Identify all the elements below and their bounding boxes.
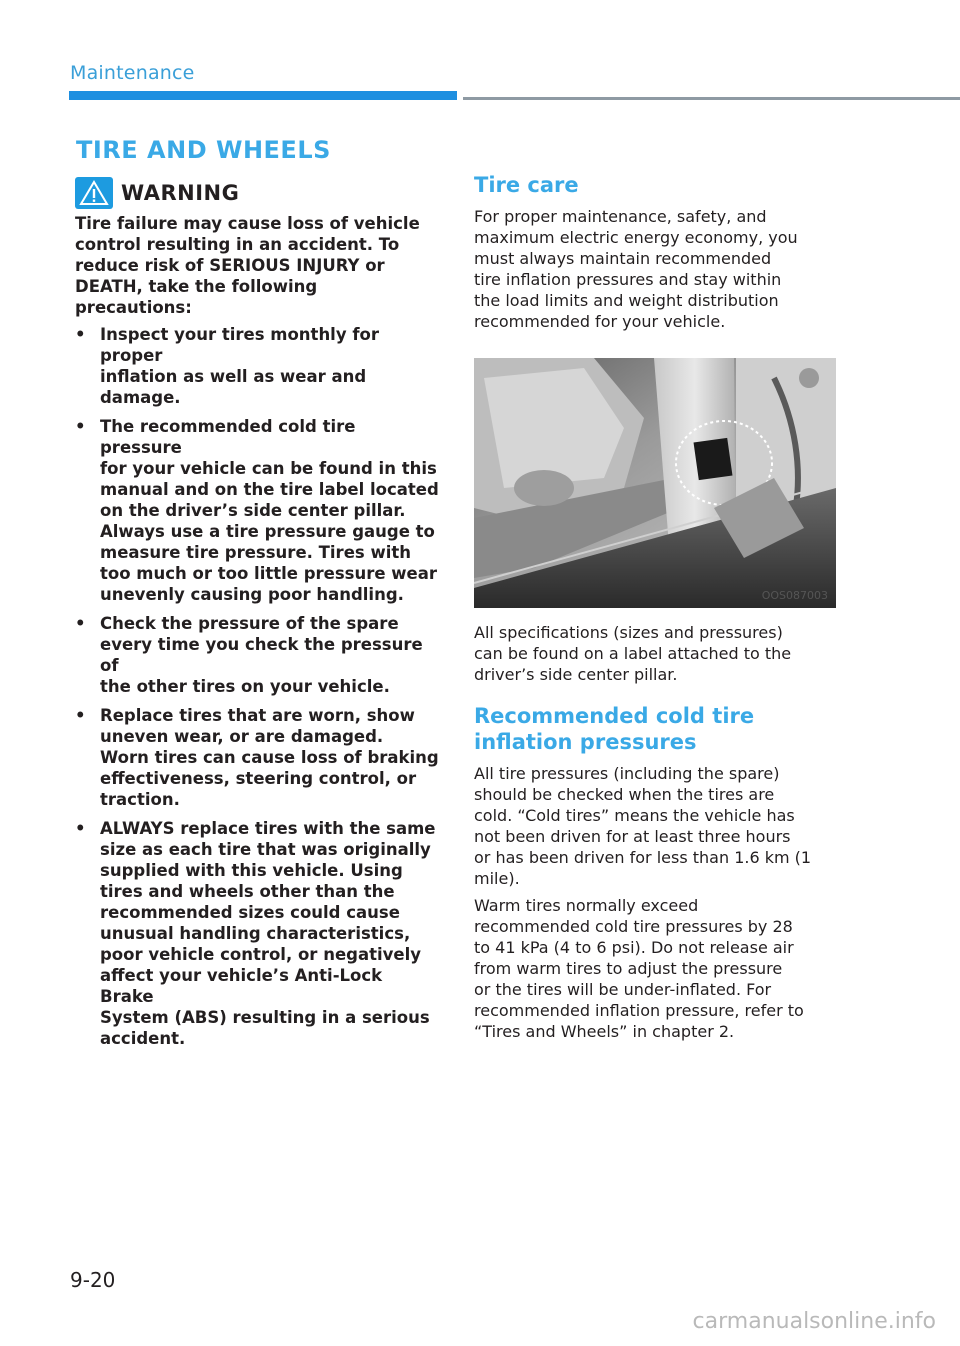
header-rule-blue xyxy=(69,91,457,100)
bullet: • xyxy=(75,706,86,725)
bullet: • xyxy=(75,614,86,633)
cold-inflation-heading: Recommended cold tire inflation pressures xyxy=(474,704,755,754)
warning-item xyxy=(75,818,439,1049)
bullet: • xyxy=(75,325,86,344)
tire-care-body: For proper maintenance, safety, and maximum electric energy economy, you must always maintain recommended tire inflation pressures and stay within the load limits and weight distribution recommended for your vehicle. xyxy=(474,207,798,331)
warning-triangle-icon xyxy=(75,177,113,209)
warning-item-text: Replace tires that are worn, show uneven wear, or are damaged. Worn tires can cause loss of braking effectiveness, steering control, or traction. xyxy=(100,706,439,809)
warning-item-text: ALWAYS replace tires with the same size as each tire that was originally supplied with this vehicle. Using tires and wheels other than the recommended sizes could cause unusual handling characteristics, poor vehicle control, or negatively affect your vehicle’s Anti-Lock Brake System (ABS) resulting in a serious accident. xyxy=(100,819,436,1048)
warning-list xyxy=(75,324,439,1049)
running-header: Maintenance xyxy=(70,62,195,84)
warning-box xyxy=(75,176,439,1057)
page-number: 9-20 xyxy=(70,1268,116,1292)
cold-inflation-para-2: Warm tires normally exceed recommended cold tire pressures by 28 to 41 kPa (4 to 6 psi). Do not release air from warm tires to adjust the pressure or the tires will be under-inflated. For recommended inflation pressure, refer to “Tires and Wheels” in chapter 2. xyxy=(474,896,804,1041)
warning-intro: Tire failure may cause loss of vehicle control resulting in an accident. To reduce risk of SERIOUS INJURY or DEATH, take the following precautions: xyxy=(75,214,420,317)
warning-header xyxy=(75,176,439,210)
warning-item-text: Check the pressure of the spare every time you check the pressure of the other tires on your vehicle. xyxy=(100,614,423,696)
warning-item xyxy=(75,324,439,408)
warning-item xyxy=(75,613,439,697)
section-title: TIRE AND WHEELS xyxy=(76,136,331,164)
tire-label-figure xyxy=(474,358,836,608)
figure-caption: All specifications (sizes and pressures) can be found on a label attached to the driver’s side center pillar. xyxy=(474,623,792,684)
bullet: • xyxy=(75,819,86,838)
car-door-pillar-illustration xyxy=(474,358,836,608)
figure-code: OOS087003 xyxy=(761,589,828,602)
cold-inflation-para-1: All tire pressures (including the spare) should be checked when the tires are cold. “Cold tires” means the vehicle has not been driven for at least three hours or has been driven for less than 1.6 km (1 mile). xyxy=(474,764,812,888)
warning-item-text: Inspect your tires monthly for proper inflation as well as wear and damage. xyxy=(100,325,379,407)
warning-item-text: The recommended cold tire pressure for your vehicle can be found in this manual and on the tire label located on the driver’s side center pillar. Always use a tire pressure gauge to measure tire pressure. Tires with too much or too little pressure wear unevenly causing poor handling. xyxy=(100,417,439,604)
warning-item xyxy=(75,705,439,810)
header-rule-gray xyxy=(463,97,960,100)
tire-care-heading: Tire care xyxy=(474,173,579,197)
warning-heading: WARNING xyxy=(121,181,240,205)
watermark: carmanualsonline.info xyxy=(692,1309,936,1334)
bullet: • xyxy=(75,417,86,436)
warning-item xyxy=(75,416,439,605)
right-column xyxy=(474,172,844,1042)
